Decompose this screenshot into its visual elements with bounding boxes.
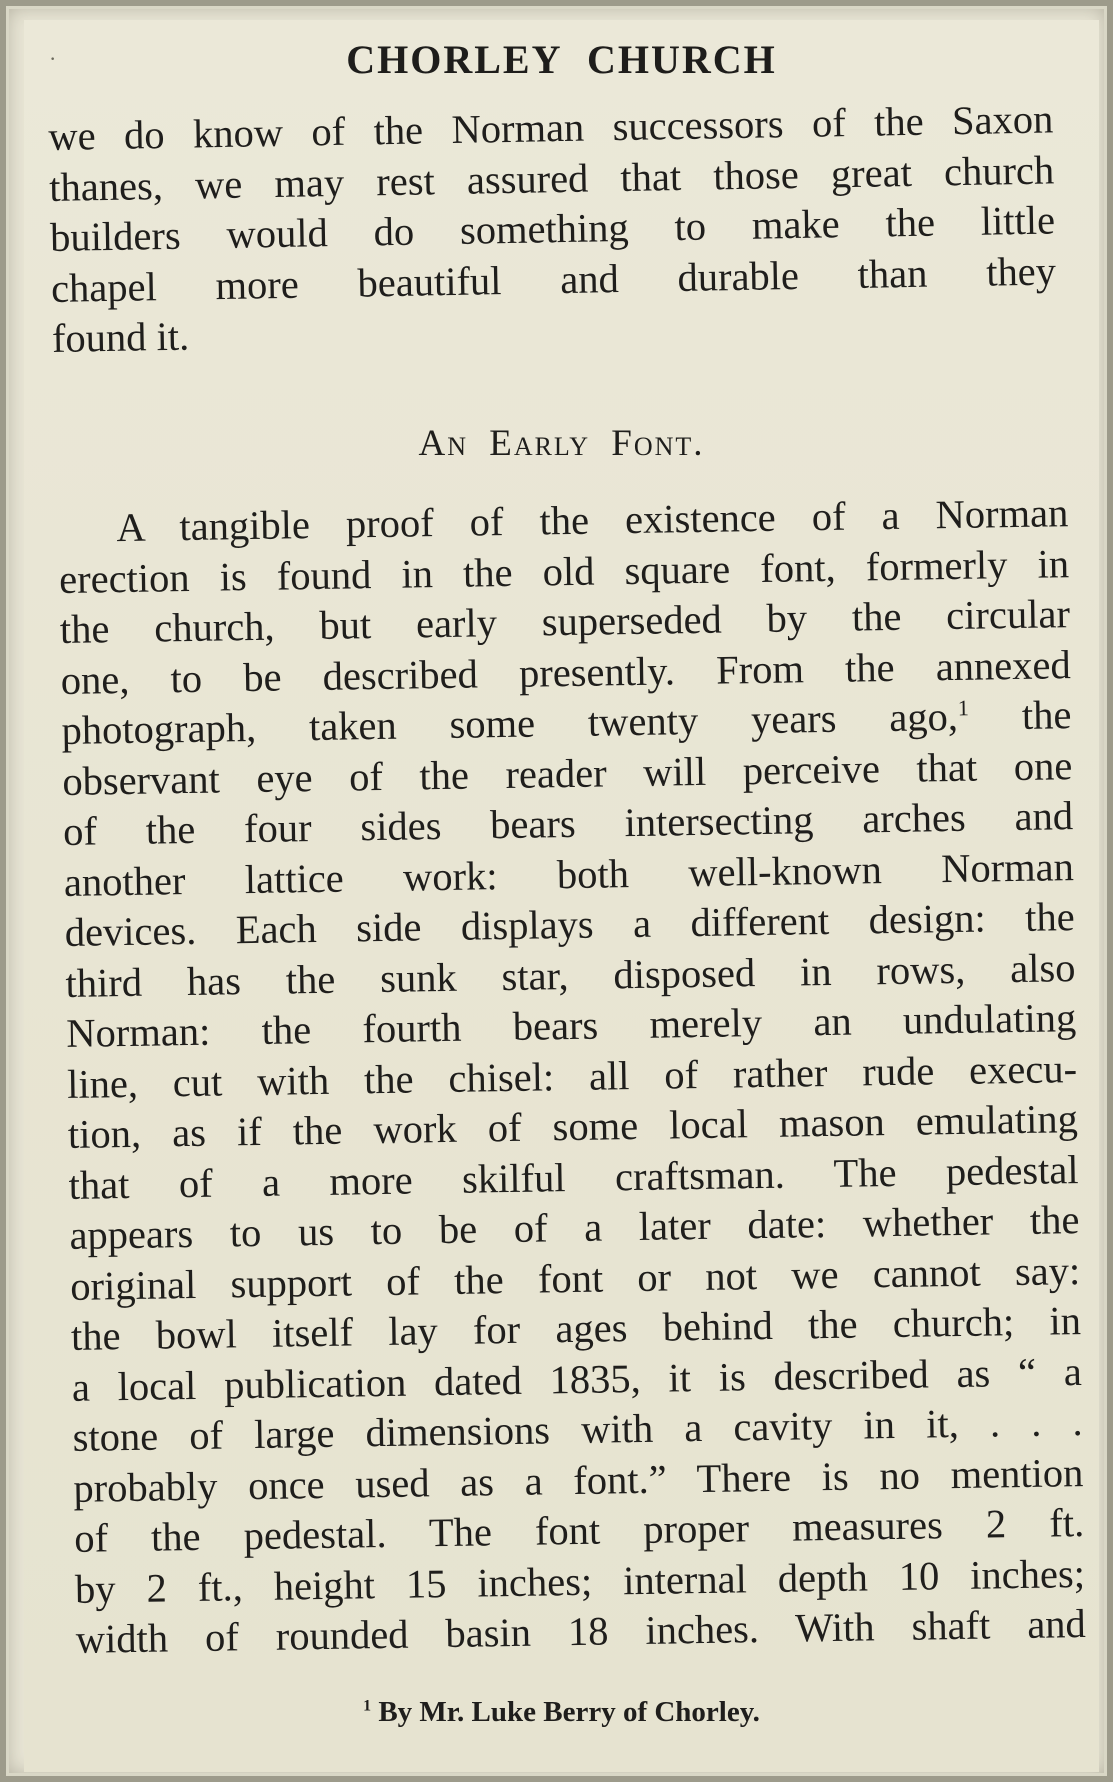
text-line: that of a more skilful craftsman. The pedestal — [68, 1146, 1079, 1208]
text-line: width of rounded basin 18 inches. With shaft and — [75, 1600, 1087, 1662]
text-line: by 2 ft., height 15 inches; internal depth 10 inches; — [74, 1550, 1086, 1612]
text-line: A tangible proof of the existence of a Norman — [116, 490, 1069, 551]
running-head: CHORLEY CHURCH — [346, 37, 777, 82]
footnote — [24, 1696, 1099, 1729]
text-line: of the four sides bears intersecting arches and — [62, 793, 1074, 854]
text-line: original support of the font or not we cannot say: — [69, 1247, 1081, 1309]
text-line: observant eye of the reader will perceive that one — [61, 742, 1073, 804]
text-line: tion, as if the work of some local mason emulating — [67, 1096, 1079, 1157]
paper-speck: · — [49, 46, 57, 71]
text-line: of the pedestal. The font proper measures 2 ft. — [73, 1500, 1085, 1561]
text-line: thanes, we may rest assured that those great church — [48, 146, 1055, 210]
text-line: a local publication dated 1835, it is described as “ a — [71, 1348, 1083, 1410]
text-line: appears to us to be of a later date: whether the — [69, 1197, 1080, 1258]
book-page — [24, 20, 1099, 1772]
text-line: line, cut with the chisel: all of rather rude execu- — [66, 1045, 1078, 1107]
footnote-reference: 1 — [957, 695, 970, 721]
text-line: third has the sunk star, disposed in rows, also — [65, 944, 1076, 1006]
text-line: one, to be described presently. From the annexed — [60, 641, 1071, 703]
text-line: probably once used as a font.” There is no mention — [73, 1449, 1084, 1511]
text-fragment: photograph, taken some twenty years ago, — [61, 693, 959, 753]
footnote-marker: 1 — [363, 1697, 372, 1715]
text-fragment: the — [1021, 692, 1072, 738]
text-line: chapel more beautiful and durable than they — [50, 247, 1057, 311]
text-line: builders would do something to make the little — [49, 197, 1056, 260]
text-line: another lattice work: both well-known Norman — [63, 843, 1075, 905]
text-line: devices. Each side displays a different design: the — [64, 894, 1075, 955]
text-line: erection is found in the old square font, formerly in — [58, 540, 1070, 602]
text-line: found it. — [51, 313, 190, 361]
text-line: the bowl itself lay for ages behind the church; in — [70, 1298, 1082, 1359]
text-line: stone of large dimensions with a cavity in it, . . . — [72, 1399, 1083, 1460]
section-heading: An Early Font. — [418, 423, 705, 464]
top-paragraph — [48, 94, 1057, 364]
text-line: Norman: the fourth bears merely an undulating — [65, 995, 1077, 1056]
main-paragraph — [58, 488, 1086, 1665]
text-line: the church, but early superseded by the circular — [59, 591, 1071, 652]
text-line: we do know of the Norman successors of the Saxon — [48, 96, 1054, 159]
footnote-text: By Mr. Luke Berry of Chorley. — [378, 1696, 760, 1728]
